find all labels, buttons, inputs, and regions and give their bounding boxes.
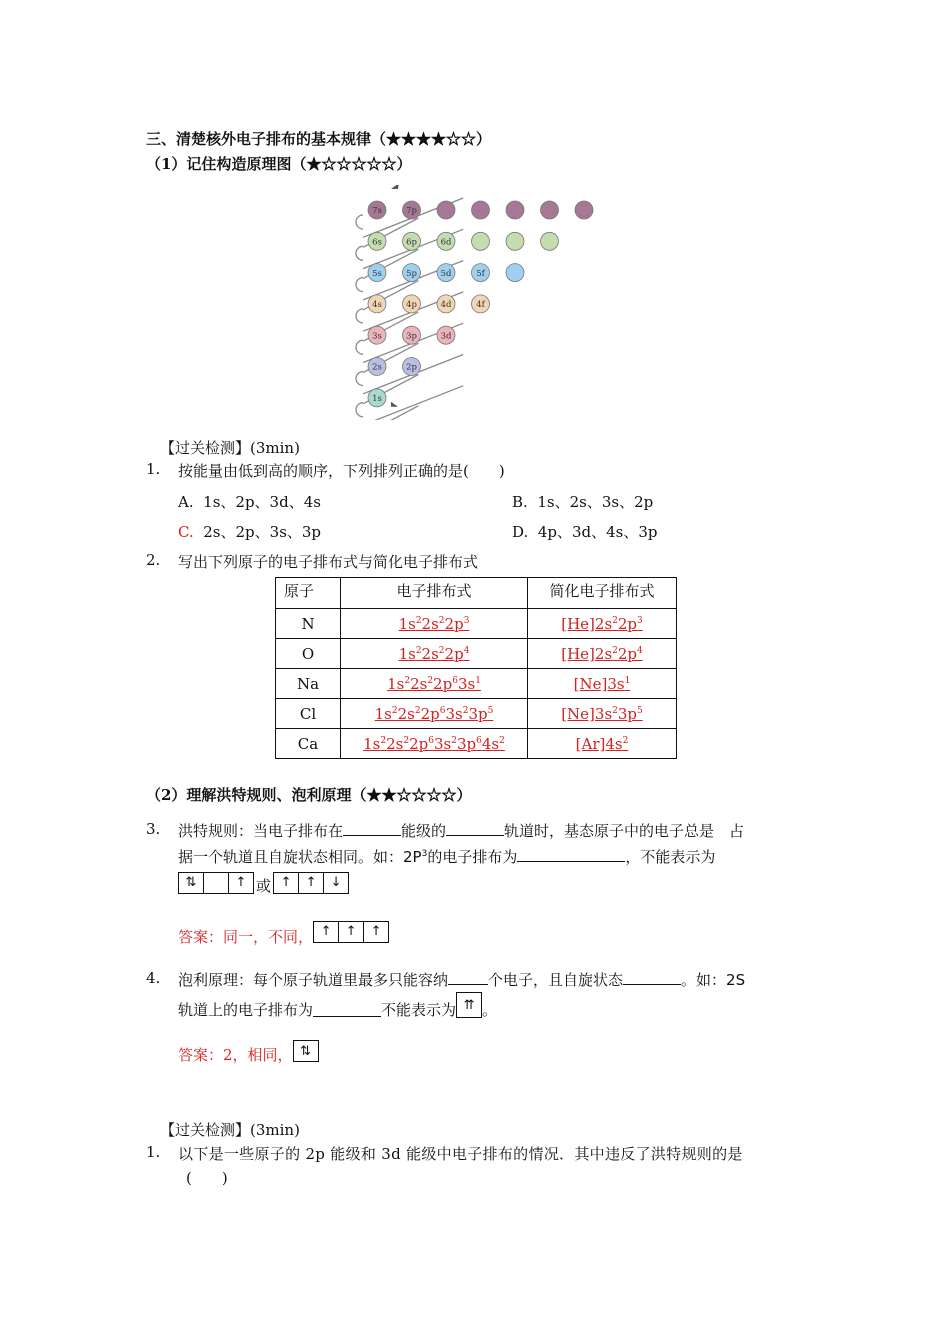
orbital-box-wrong-2 <box>273 872 349 894</box>
q3-answer-text: 答案：同一，不同， <box>178 928 314 946</box>
orbital-label: 3p <box>406 331 417 342</box>
blank[interactable] <box>313 1002 381 1017</box>
q3-line2 <box>178 846 715 867</box>
short-value: $[He]2s^22p^4$ <box>561 644 643 663</box>
q5-text: 以下是一些原子的 2p 能级和 3d 能级中电子排布的情况．其中违反了洪特规则的是 <box>178 1145 743 1163</box>
orbital-label: 3d <box>440 331 452 342</box>
blank[interactable] <box>446 821 504 836</box>
q4-line2-a: 轨道上的电子排布为 <box>178 1001 314 1019</box>
short-cell <box>528 729 677 759</box>
table-row <box>276 609 677 639</box>
q5-number: 1. <box>146 1143 161 1161</box>
option-a-key: A. <box>178 493 194 511</box>
orbital-circle <box>506 232 524 250</box>
q3-answer <box>178 916 389 947</box>
aufbau-loops <box>356 215 363 417</box>
q4-answer <box>178 1040 319 1065</box>
orbital-label: 5p <box>406 268 417 279</box>
q4-line1 <box>178 969 745 990</box>
q3-wrong-examples <box>178 869 349 896</box>
orbital-label: 7s <box>372 206 382 217</box>
orbital-cell: ↑ <box>370 924 382 939</box>
or-text: 或 <box>256 877 272 895</box>
orbital-cell: ↑ <box>274 873 299 893</box>
config-value: $1s^22s^22p^63s^23p^5$ <box>374 704 494 723</box>
q4-number: 4. <box>146 969 161 987</box>
config-value: $1s^22s^22p^63s^1$ <box>387 674 481 693</box>
config-cell <box>341 609 528 639</box>
orbital-box-wrong-pauli <box>456 992 482 1018</box>
q3-line2-b: 2P <box>403 848 422 866</box>
table-row <box>276 729 677 759</box>
atom-cell: Na <box>276 669 341 699</box>
option-c-text: 2s、2p、3s、3p <box>203 523 322 541</box>
config-value: $1s^22s^22p^3$ <box>398 614 470 633</box>
q3-line1-a: 洪特规则：当电子排布在 <box>178 822 344 840</box>
q2-text: 写出下列原子的电子排布式与简化电子排布式 <box>178 553 479 571</box>
subsection-title-2: （2）理解洪特规则、泡利原理（★★☆☆☆☆） <box>146 786 472 804</box>
atom-cell: N <box>276 609 341 639</box>
orbital-cell: ↑ <box>339 922 364 942</box>
orbital-label: 2s <box>372 362 382 373</box>
q4-answer-text: 答案：2，相同， <box>178 1046 293 1064</box>
q3-line2-sup: 3 <box>421 849 428 859</box>
orbital-label: 4p <box>406 300 417 311</box>
aufbau-diagram <box>350 185 610 420</box>
option-c <box>178 521 321 542</box>
orbital-label: 5d <box>440 268 452 279</box>
orbital-label: 6s <box>372 237 382 248</box>
orbital-circle <box>472 201 490 219</box>
check-header-2: 【过关检测】(3min) <box>160 1121 300 1139</box>
short-cell <box>528 669 677 699</box>
q3-line2-d: ，不能表示为 <box>625 848 716 866</box>
orbital-circle <box>437 201 455 219</box>
header-short: 简化电子排布式 <box>528 578 677 609</box>
q4-line1-c: 。如： <box>681 971 727 989</box>
short-value: $[Ar]4s^2$ <box>575 734 629 753</box>
option-d-text: 4p、3d、4s、3p <box>537 523 658 541</box>
orbital-label: 5s <box>372 268 382 279</box>
config-cell <box>341 699 528 729</box>
short-cell <box>528 609 677 639</box>
option-a <box>178 491 321 512</box>
arrow-tail-icon <box>391 402 398 407</box>
short-value: $[Ne]3s^23p^5$ <box>561 704 643 723</box>
orbital-label: 2p <box>406 362 417 373</box>
option-b-text: 1s、2s、3s、2p <box>537 493 654 511</box>
q4-line2 <box>178 992 497 1020</box>
orbital-cell: ↑ <box>314 922 339 942</box>
orbital-circle <box>575 201 593 219</box>
q4-line2-b: 不能表示为 <box>381 1001 457 1019</box>
atom-cell: O <box>276 639 341 669</box>
q3-line2-a: 据一个轨道且自旋状态相同。如： <box>178 848 404 866</box>
q4-line1-d: 2S <box>726 971 746 989</box>
orbital-box-answer <box>313 921 389 943</box>
config-cell <box>341 669 528 699</box>
orbital-label: 6d <box>440 237 452 248</box>
q1-text: 按能量由低到高的顺序，下列排列正确的是( ) <box>178 462 505 480</box>
orbital-label: 3s <box>372 331 382 342</box>
orbital-cell: ↑ <box>299 873 324 893</box>
q3-line1-c: 轨道时，基态原子中的电子总是 占 <box>504 822 745 840</box>
atom-cell: Cl <box>276 699 341 729</box>
q4-line2-c: 。 <box>482 1001 498 1019</box>
option-b-key: B. <box>512 493 528 511</box>
orbital-cell: ↑ <box>235 875 247 890</box>
blank[interactable] <box>623 970 681 985</box>
option-a-text: 1s、2p、3d、4s <box>203 493 321 511</box>
short-value: $[Ne]3s^1$ <box>573 674 631 693</box>
short-value: $[He]2s^22p^3$ <box>561 614 643 633</box>
orbital-cell: ⇅ <box>179 873 204 893</box>
orbital-circle <box>506 264 524 282</box>
option-d <box>512 521 658 542</box>
q4-line1-b: 个电子，且自旋状态 <box>488 971 624 989</box>
short-cell <box>528 699 677 729</box>
q4-line1-a: 泡利原理：每个原子轨道里最多只能容纳 <box>178 971 449 989</box>
orbital-label: 5f <box>476 268 485 279</box>
orbital-box-wrong-1 <box>178 872 254 894</box>
orbital-circle <box>506 201 524 219</box>
table-row <box>276 639 677 669</box>
config-value: $1s^22s^22p^63s^23p^64s^2$ <box>363 734 505 753</box>
orbital-box-answer-pauli <box>293 1040 319 1062</box>
header-config: 电子排布式 <box>341 578 528 609</box>
orbital-label: 6p <box>406 237 417 248</box>
q3-line1-b: 能级的 <box>401 822 447 840</box>
arrow-head-icon <box>391 185 399 189</box>
orbital-circle <box>541 201 559 219</box>
electron-config-table <box>275 577 677 759</box>
orbital-label: 4s <box>372 300 382 311</box>
orbital-label: 7p <box>406 206 417 217</box>
subsection-title-1: （1）记住构造原理图（★☆☆☆☆☆） <box>146 155 412 173</box>
table-row <box>276 699 677 729</box>
orbital-cell: ⇈ <box>463 997 475 1013</box>
orbital-label: 4d <box>440 300 452 311</box>
q2-number: 2. <box>146 551 161 569</box>
config-cell <box>341 729 528 759</box>
q3-line2-c: 的电子排布为 <box>427 848 518 866</box>
option-d-key: D. <box>512 523 529 541</box>
orbital-label: 4f <box>476 300 485 311</box>
option-b <box>512 491 653 512</box>
table-row <box>276 669 677 699</box>
orbital-circle <box>541 232 559 250</box>
orbital-label: 1s <box>372 394 382 404</box>
q5-paren: ( ) <box>186 1169 228 1187</box>
blank[interactable] <box>448 970 488 985</box>
table-header-row <box>276 578 677 609</box>
config-value: $1s^22s^22p^4$ <box>398 644 470 663</box>
orbital-cell: ↓ <box>330 875 342 890</box>
orbital-circle <box>472 232 490 250</box>
q3-line1 <box>178 820 744 841</box>
blank[interactable] <box>517 847 625 862</box>
header-atom: 原子 <box>276 578 341 609</box>
option-c-key: C. <box>178 523 194 541</box>
orbital-cell <box>204 873 229 893</box>
q3-number: 3. <box>146 820 161 838</box>
q1-number: 1. <box>146 460 161 478</box>
atom-cell: Ca <box>276 729 341 759</box>
check-header-1: 【过关检测】(3min) <box>160 439 300 457</box>
blank[interactable] <box>343 821 401 836</box>
orbital-cell: ⇅ <box>300 1043 311 1059</box>
section-title: 三、清楚核外电子排布的基本规律（★★★★☆☆） <box>146 130 492 148</box>
config-cell <box>341 639 528 669</box>
short-cell <box>528 639 677 669</box>
